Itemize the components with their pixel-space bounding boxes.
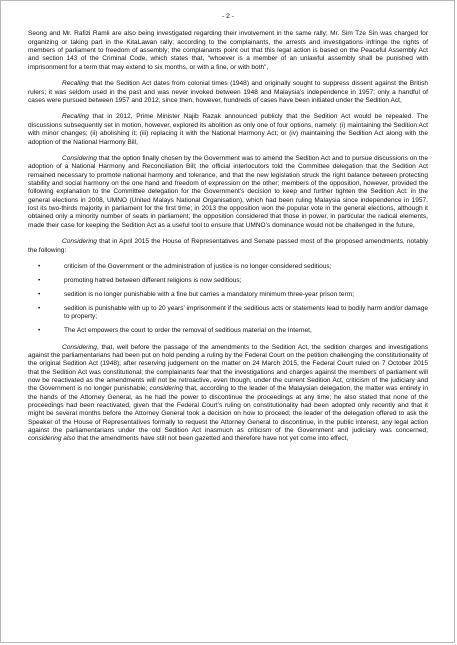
paragraph-lead: Recalling bbox=[62, 80, 89, 88]
paragraph-considering-2 bbox=[28, 238, 428, 255]
paragraph-text: that the option finally chosen by the Government was to amend the Sedition Act and to pursue discussions on the adoption of a National Harmony and Reconciliation Bill; the official interlocutors told the Committee delegation that the Sedition Act remained necessary to promote national harmony and tolerance, and that the new legislation struck the right balance between protecting stability and social harmony on the one hand and freedom of expression on the other; members of the opposition, however, provided the following explanation to the Committee delegation for the Government’s decision to keep and further tighten the Sedition Act: in the general elections in 2008, UMNO (United Malays National Organisation), which had been ruling Malaysia since independence in 1957, lost its two-thirds majority in parliament for the first time; in 2013 the opposition won the popular vote in the general elections, although it obtained only a minority number of seats in parliament; the opposition considered that those in power, in particular the radical elements, made their case for keeping the Sedition Act as a useful tool to ensure that UMNO’s dominance would not be challenged in the future, bbox=[28, 155, 428, 229]
bullet-icon: • bbox=[38, 305, 41, 312]
paragraph-considering-1 bbox=[28, 155, 428, 230]
page-number: - 2 - bbox=[221, 13, 235, 20]
paragraph-text: that the amendments have still not been gazetted and therefore have not yet come into effect, bbox=[75, 435, 349, 443]
list-item bbox=[28, 291, 428, 299]
paragraph-lead: considering also bbox=[28, 435, 76, 443]
paragraph-lead: Considering bbox=[62, 238, 97, 246]
document-body bbox=[28, 13, 428, 452]
paragraph-lead: Considering bbox=[62, 343, 97, 351]
paragraph-text: , that, well before the passage of the amendments to the Sedition Act, the sedition charges and investigations against the parliamentarians had been put on hold pending a ruling by the Federal Court on the petition challenging the constitutionality of the original Sedition Act (1948); after reserving judgement on the matter on 24 March 2015, the Federal Court ruled on 7 October 2015 that the Sedition Act was constitutional; the complainants fear that the investigations and charges against the members of parliament will now be reactivated as the amendments will not be retroactive, even though, under the current Sedition Act, criticism of the judiciary and the Government is no longer punishable; bbox=[28, 343, 428, 393]
paragraph-considering-3 bbox=[28, 344, 428, 444]
bullet-icon: • bbox=[38, 263, 41, 271]
list-item-text: criticism of the Government or the administration of justice is no longer considered seditious; bbox=[64, 263, 332, 271]
paragraph-text: that the Sedition Act dates from colonial times (1948) and originally sought to suppress dissent against the British rulers; it was seldom used in the past and was never invoked between 1948 and Malaysia’s independence in 1957; only a handful of cases were pursued between 1957 and 2012; since then, however, hundreds of cases have been initiated under the Sedition Act, bbox=[28, 80, 428, 104]
bullet-icon: • bbox=[38, 277, 41, 285]
bullet-icon: • bbox=[38, 327, 41, 335]
paragraph-text: that, according to the leader of the Malaysian delegation, the matter was entirely in the hands of the Attorney General, as he had the power to discontinue the proceedings at any time; he also stated that none of the proceedings had been reactivated, given that the Federal Court’s ruling on constitutionality had been adopted only recently and that it might be several months before the Attorney General took a decision on how to proceed; the leader of the delegation offered to ask the Speaker of the House of Representatives formally to request the Attorney General to discontinue, in the public interest, any legal action against the parliamentarians under the old Sedition Act inasmuch as criticism of the Government and judiciary was concerned; bbox=[28, 385, 428, 435]
list-item bbox=[28, 327, 428, 335]
list-item bbox=[28, 263, 428, 271]
paragraph-text: that in 2012, Prime Minister Najib Razak announced publicly that the Sedition Act would be repealed. The discussions subsequently set in motion, however, explored its abolition as only one of four options, namely: (i) maintaining the Sedition Act with minor changes; (ii) abolishing it; (iii) replacing it with the National Harmony Act; or (iv) maintaining the Sedition Act along with the adoption of the National Harmony Bill, bbox=[28, 113, 428, 146]
paragraph-1: Seong and Mr. Rafizi Ramli are also being investigated regarding their involvement in the same rally; Mr. Sim Tze Sin was charged for organizing or taking part in the KitaLawan rally; according to the complainants, the arrests and investigations infringe the rights of members of parliament to freedom of assembly; the complainants point out that this legal action is based on the Peaceful Assembly Act and section 143 of the Criminal Code, which states that, “whoever is a member of an unlawful assembly shall be punished with imprisonment for a term that may extend to six months, or with a fine, or with both”, bbox=[28, 30, 428, 71]
list-item-text: promoting hatred between different religions is now seditious; bbox=[64, 277, 242, 285]
paragraph-lead: Recalling bbox=[62, 113, 89, 121]
paragraph-lead: considering bbox=[149, 385, 183, 393]
list-item-text: sedition is punishable with up to 20 years’ imprisonment if the seditious acts or statements lead to bodily harm and/or damage to property; bbox=[64, 305, 428, 321]
list-item-text: sedition is no longer punishable with a fine but carries a mandatory minimum three-year prison term; bbox=[64, 291, 355, 299]
paragraph-text: that in April 2015 the House of Representatives and Senate passed most of the proposed amendments, notably the following: bbox=[28, 238, 428, 254]
amendments-list bbox=[28, 263, 428, 335]
paragraph-recalling-1 bbox=[28, 80, 428, 105]
list-item bbox=[28, 305, 428, 322]
list-item bbox=[28, 277, 428, 285]
list-item-text: The Act empowers the court to order the removal of seditious material on the Internet, bbox=[64, 327, 312, 335]
paragraph-recalling-2 bbox=[28, 113, 428, 146]
paragraph-lead: Considering bbox=[62, 155, 97, 163]
bullet-icon: • bbox=[38, 291, 41, 299]
